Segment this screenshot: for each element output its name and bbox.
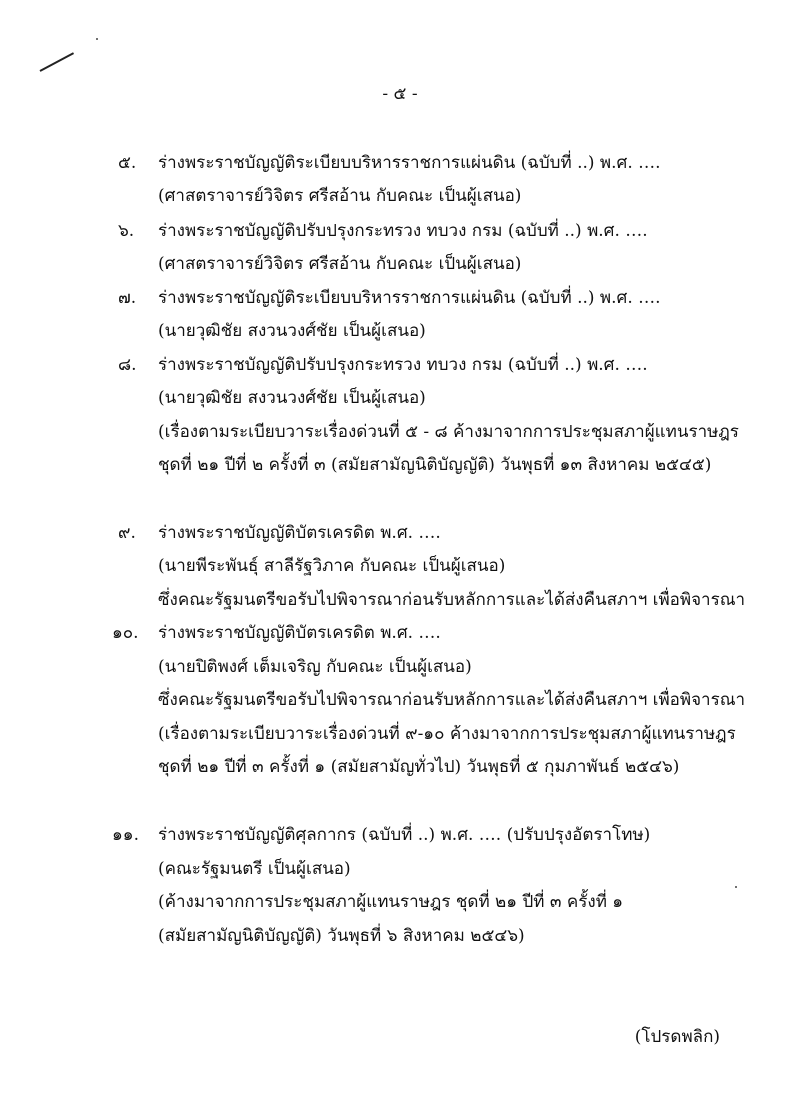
- item-detail: ซึ่งคณะรัฐมนตรีขอรับไปพิจารณาก่อนรับหลักการและได้ส่งคืนสภาฯ เพื่อพิจารณา: [158, 690, 746, 710]
- agenda-note: (ค้างมาจากการประชุมสภาผู้แทนราษฎร ชุดที่ ๒๑ ปีที่ ๓ ครั้งที่ ๑: [158, 892, 624, 912]
- item-detail: (ศาสตราจารย์วิจิตร ศรีสอ้าน กับคณะ เป็นผู้เสนอ): [158, 254, 522, 274]
- scan-speck: [735, 886, 737, 888]
- item-title: ร่างพระราชบัญญัติปรับปรุงกระทรวง ทบวง กรม (ฉบับที่ ..) พ.ศ. ….: [158, 221, 648, 241]
- item-number: ๖.: [118, 221, 135, 241]
- item-number: ๕.: [118, 153, 137, 173]
- agenda-note: (เรื่องตามระเบียบวาระเรื่องด่วนที่ ๙-๑๐ ค้างมาจากการประชุมสภาผู้แทนราษฎร: [158, 724, 736, 744]
- page-number: - ๕ -: [382, 84, 418, 104]
- item-number: ๘.: [118, 355, 137, 375]
- item-title: ร่างพระราชบัญญัติปรับปรุงกระทรวง ทบวง กรม (ฉบับที่ ..) พ.ศ. ….: [158, 355, 648, 375]
- please-turn-over-note: (โปรดพลิก): [634, 1027, 720, 1047]
- item-number: ๙.: [118, 523, 136, 543]
- item-number: ๗.: [118, 288, 137, 308]
- item-detail: (นายวุฒิชัย สงวนวงศ์ชัย เป็นผู้เสนอ): [158, 321, 426, 341]
- item-detail: (ศาสตราจารย์วิจิตร ศรีสอ้าน กับคณะ เป็นผู้เสนอ): [158, 186, 522, 206]
- agenda-note: (เรื่องตามระเบียบวาระเรื่องด่วนที่ ๕ - ๘ ค้างมาจากการประชุมสภาผู้แทนราษฎร: [158, 422, 739, 442]
- item-number: ๑๐.: [112, 623, 139, 643]
- item-title: ร่างพระราชบัญญัติศุลกากร (ฉบับที่ ..) พ.ศ. …. (ปรับปรุงอัตราโทษ): [158, 825, 651, 845]
- agenda-note: ชุดที่ ๒๑ ปีที่ ๓ ครั้งที่ ๑ (สมัยสามัญทั่วไป) วันพุธที่ ๕ กุมภาพันธ์ ๒๕๔๖): [158, 757, 680, 777]
- item-title: ร่างพระราชบัญญัติบัตรเครดิต พ.ศ. ….: [158, 623, 441, 643]
- agenda-note: ชุดที่ ๒๑ ปีที่ ๒ ครั้งที่ ๓ (สมัยสามัญนิติบัญญัติ) วันพุธที่ ๑๓ สิงหาคม ๒๕๔๕): [158, 455, 712, 475]
- item-detail: (นายวุฒิชัย สงวนวงศ์ชัย เป็นผู้เสนอ): [158, 388, 426, 408]
- item-detail: (นายปิติพงศ์ เต็มเจริญ กับคณะ เป็นผู้เสนอ): [158, 657, 472, 677]
- scan-pen-mark: [40, 52, 74, 72]
- item-detail: (คณะรัฐมนตรี เป็นผู้เสนอ): [158, 859, 351, 879]
- item-detail: (นายพีระพันธุ์ สาลีรัฐวิภาค กับคณะ เป็นผู้เสนอ): [158, 556, 506, 576]
- item-title: ร่างพระราชบัญญัติระเบียบบริหารราชการแผ่นดิน (ฉบับที่ ..) พ.ศ. ….: [158, 153, 661, 173]
- item-title: ร่างพระราชบัญญัติระเบียบบริหารราชการแผ่นดิน (ฉบับที่ ..) พ.ศ. ….: [158, 288, 661, 308]
- agenda-note: (สมัยสามัญนิติบัญญัติ) วันพุธที่ ๖ สิงหาคม ๒๕๔๖): [158, 926, 525, 946]
- item-title: ร่างพระราชบัญญัติบัตรเครดิต พ.ศ. ….: [158, 523, 441, 543]
- item-detail: ซึ่งคณะรัฐมนตรีขอรับไปพิจารณาก่อนรับหลักการและได้ส่งคืนสภาฯ เพื่อพิจารณา: [158, 590, 746, 610]
- item-number: ๑๑.: [112, 825, 139, 845]
- scan-speck: [96, 38, 98, 40]
